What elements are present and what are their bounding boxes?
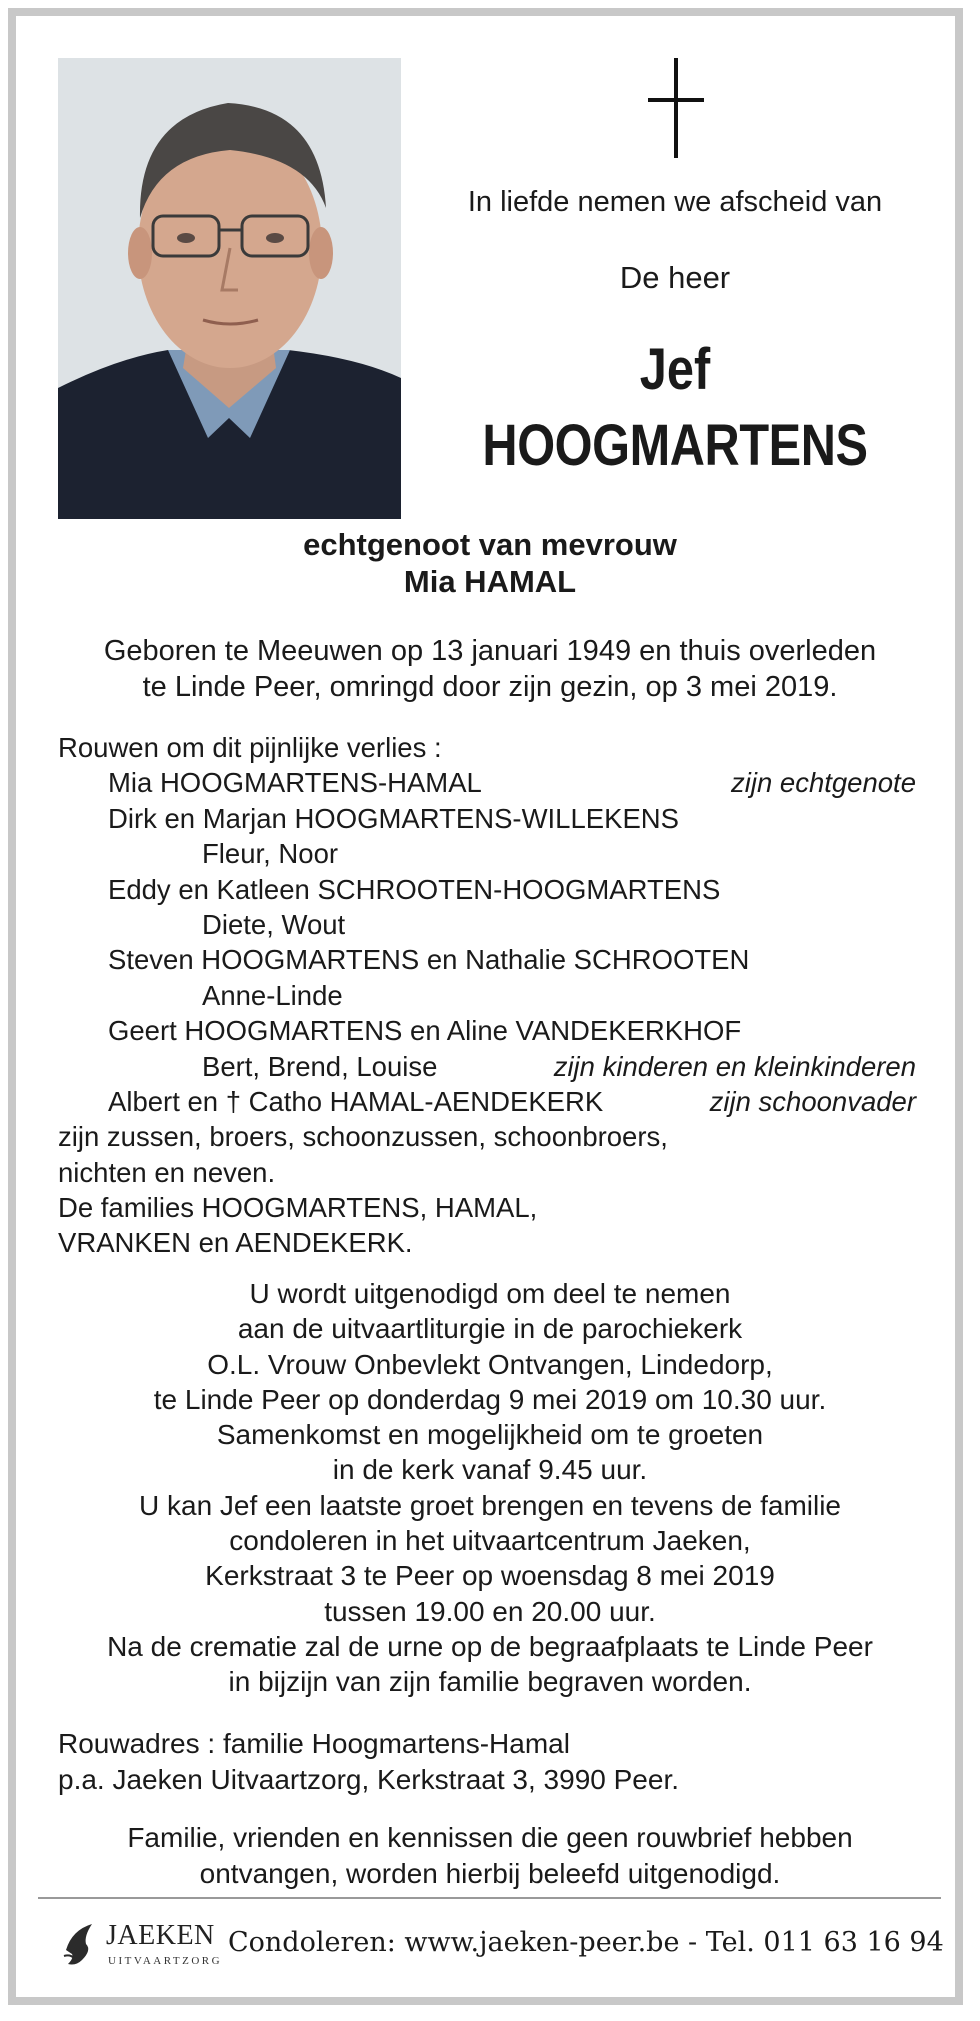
mourner-name: Dirk en Marjan HOOGMARTENS-WILLEKENS	[108, 802, 680, 834]
mourner-name: VRANKEN en AENDEKERK.	[58, 1227, 413, 1259]
mourner-name: Geert HOOGMARTENS en Aline VANDEKERKHOF	[108, 1015, 742, 1047]
spouse-block	[40, 526, 940, 600]
honorific: De heer	[619, 260, 731, 295]
invitation-line: tussen 19.00 en 20.00 uur.	[324, 1595, 656, 1627]
mourner-row	[58, 978, 938, 1013]
mourner-row	[58, 907, 938, 942]
mourner-name: Anne-Linde	[202, 979, 343, 1011]
invitation-line: U wordt uitgenodigd om deel te nemen	[249, 1278, 731, 1309]
condolences-contact[interactable]: Condoleren: www.jaeken-peer.be - Tel. 011 63 16 94	[228, 1927, 944, 1958]
birth-block	[40, 633, 940, 705]
invitation-line: te Linde Peer op donderdag 9 mei 2019 om 10.30 uur.	[153, 1383, 827, 1415]
mourner-row	[58, 1190, 938, 1225]
invitation-block	[40, 1276, 940, 1700]
address-line2: p.a. Jaeken Uitvaartzorg, Kerkstraat 3, 3990 Peer.	[58, 1764, 680, 1795]
mourner-row	[58, 1013, 938, 1048]
address-block	[58, 1726, 679, 1798]
first-name: Jef	[639, 337, 711, 402]
logo-name: JAEKEN	[106, 1920, 215, 1951]
dove-icon	[62, 1920, 96, 1968]
mourner-name: Albert en † Catho HAMAL-AENDEKERK	[108, 1085, 604, 1117]
logo-subtitle: UITVAARTZORG	[108, 1955, 223, 1967]
mourner-name: Eddy en Katleen SCHROOTEN-HOOGMARTENS	[108, 873, 721, 905]
last-name: HOOGMARTENS	[482, 413, 868, 478]
mourner-row	[58, 1049, 938, 1084]
mourner-row	[58, 1084, 938, 1119]
spouse-line2: Mia HAMAL	[403, 564, 577, 599]
mourner-relation: zijn echtgenote	[731, 767, 916, 799]
cross-icon	[648, 58, 704, 158]
mourner-row	[58, 1119, 938, 1154]
closing-block	[40, 1820, 940, 1892]
mourner-row	[58, 1155, 938, 1190]
invitation-line: condoleren in het uitvaartcentrum Jaeken,	[229, 1525, 751, 1557]
mourners-intro: Rouwen om dit pijnlijke verlies :	[58, 732, 442, 763]
mourners-list	[58, 730, 938, 1261]
spouse-line1: echtgenoot van mevrouw	[303, 527, 677, 562]
invitation-line: aan de uitvaartliturgie in de parochiekerk	[237, 1313, 743, 1345]
intro-text: In liefde nemen we afscheid van	[467, 186, 883, 218]
mourner-relation: zijn kinderen en kleinkinderen	[553, 1050, 916, 1082]
closing-line2: ontvangen, worden hierbij beleefd uitgenodigd.	[199, 1858, 781, 1889]
mourner-row	[58, 836, 938, 871]
mourner-relation: zijn schoonvader	[709, 1085, 916, 1117]
mourner-row	[58, 1225, 938, 1260]
jaeken-logo	[62, 1918, 222, 1974]
invitation-line: Samenkomst en mogelijkheid om te groeten	[216, 1419, 764, 1451]
invitation-line: U kan Jef een laatste groet brengen en tevens de familie	[139, 1489, 841, 1521]
closing-line1: Familie, vrienden en kennissen die geen rouwbrief hebben	[127, 1822, 853, 1853]
mourner-row	[58, 765, 938, 800]
invitation-line: in bijzijn van zijn familie begraven worden.	[228, 1666, 752, 1698]
mourner-name: zijn zussen, broers, schoonzussen, schoonbroers,	[58, 1121, 668, 1153]
mourner-row	[58, 801, 938, 836]
mourner-name: Bert, Brend, Louise	[202, 1050, 438, 1082]
birth-line2: te Linde Peer, omringd door zijn gezin, op 3 mei 2019.	[142, 671, 838, 703]
address-line1: Rouwadres : familie Hoogmartens-Hamal	[58, 1728, 570, 1759]
invitation-line: O.L. Vrouw Onbevlekt Ontvangen, Lindedorp,	[207, 1348, 773, 1380]
mourner-name: Fleur, Noor	[202, 838, 339, 870]
footer-divider	[38, 1897, 941, 1899]
portrait-photo	[58, 58, 401, 519]
invitation-line: Na de crematie zal de urne op de begraafplaats te Linde Peer	[107, 1630, 873, 1662]
mourner-row	[58, 872, 938, 907]
mourner-name: De families HOOGMARTENS, HAMAL,	[58, 1192, 538, 1224]
mourner-name: Diete, Wout	[202, 908, 346, 940]
mourner-name: Mia HOOGMARTENS-HAMAL	[108, 767, 482, 799]
invitation-line: Kerkstraat 3 te Peer op woensdag 8 mei 2019	[205, 1560, 775, 1592]
birth-line1: Geboren te Meeuwen op 13 januari 1949 en thuis overleden	[103, 635, 877, 667]
mourner-name: Steven HOOGMARTENS en Nathalie SCHROOTEN	[108, 944, 750, 976]
invitation-line: in de kerk vanaf 9.45 uur.	[332, 1454, 648, 1486]
mourner-name: nichten en neven.	[58, 1156, 276, 1188]
mourner-row	[58, 942, 938, 977]
